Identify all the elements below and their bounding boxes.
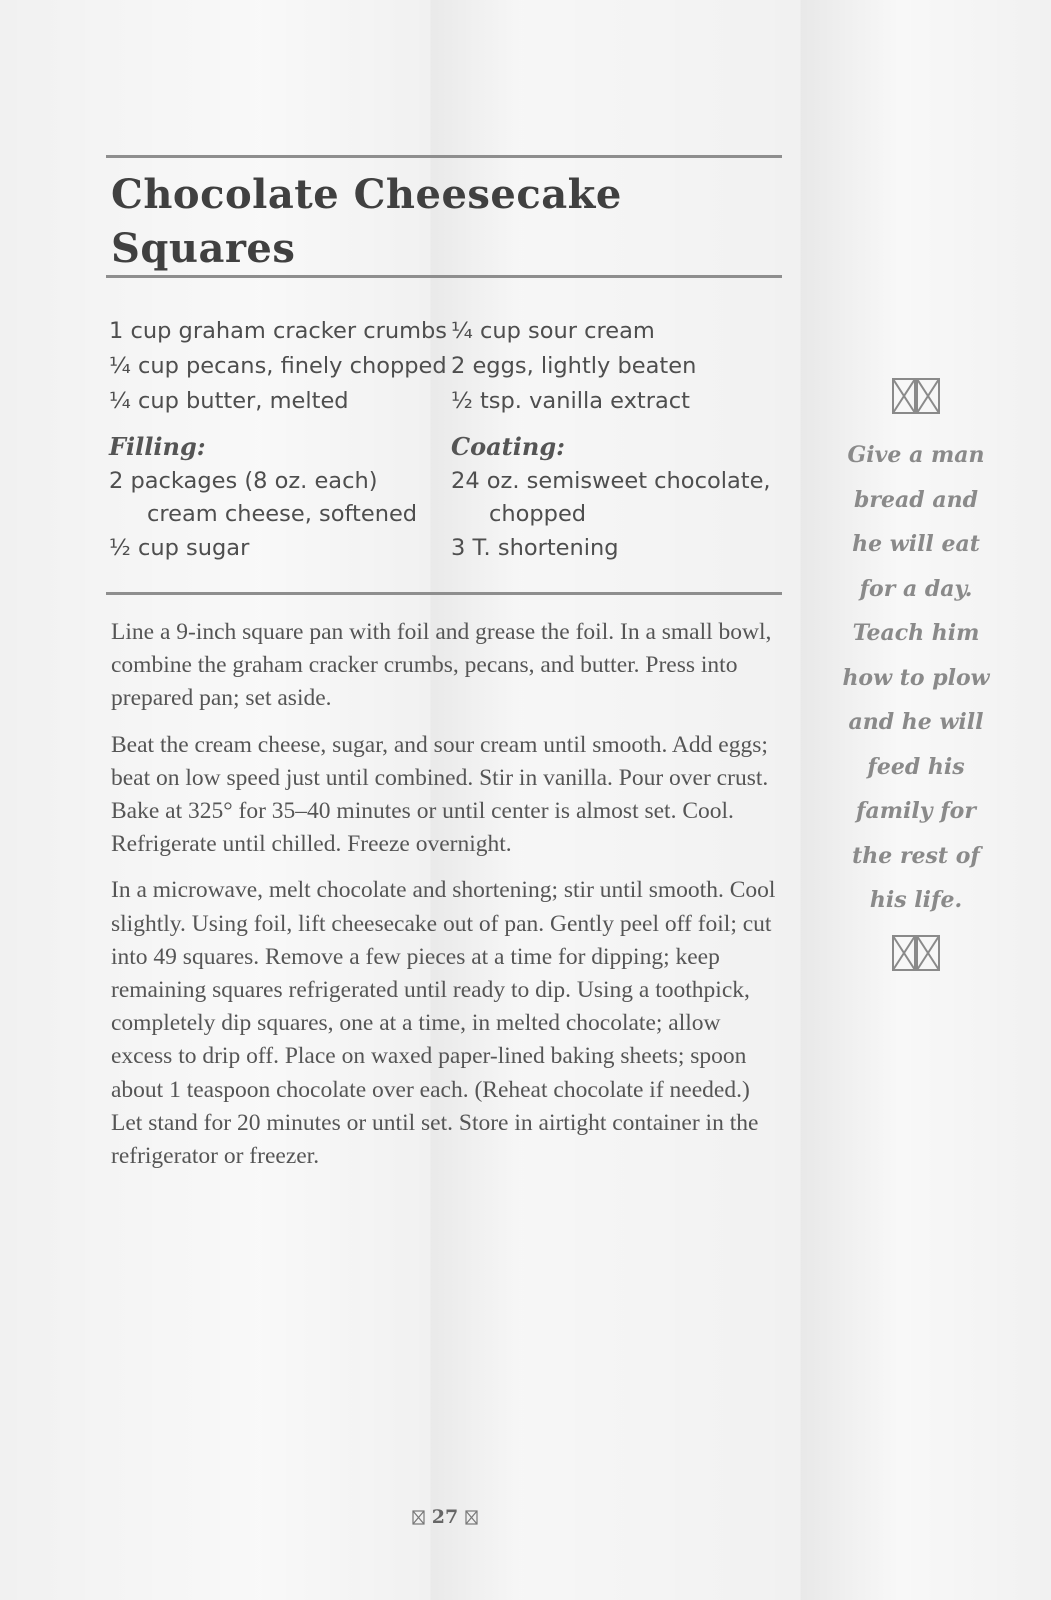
direction-paragraph: Beat the cream cheese, sugar, and sour cream until smooth. Add eggs; beat on low speed just until combined. Stir in vanilla. Pour over crust. Bake at 325° for 35–40 minutes or until center is almost set. Cool. Refrigerate until chilled. Freeze overnight. [111,731,769,858]
ingredient-item: ¼ cup pecans, finely chopped [109,353,447,379]
title-top-rule [106,155,782,158]
ingredient-item: ¼ cup sour cream [451,318,655,344]
page-number [380,1506,510,1528]
filling-heading: Filling: [109,432,206,461]
ingredient-item: 2 eggs, lightly beaten [451,353,697,379]
ingredients-left-column [109,314,448,566]
ingredient-item: 24 oz. semisweet chocolate, chopped [451,468,771,527]
ingredient-item: ½ cup sugar [109,535,250,561]
quote-sidebar [830,378,1002,976]
quote-line: for a day. [859,575,973,602]
direction-paragraph: Line a 9-inch square pan with foil and grease the foil. In a small bowl, combine the graham cracker crumbs, pecans, and butter. Press into prepared pan; set aside. [111,619,772,712]
direction-paragraph: In a microwave, melt chocolate and shortening; stir until smooth. Cool slightly. Using foil, lift cheesecake out of pan. Gently peel off foil; cut into 49 squares. Remove a few pieces at a time for dipping; keep remaining squares refrigerated until ready to dip. Using a toothpick, completely dip squares, one at a time, in melted chocolate; allow excess to drip off. Place on waxed paper-lined baking sheets; spoon about 1 teaspoon chocolate over each. (Reheat chocolate if needed.) Let stand for 20 minutes or until set. Store in airtight container in the refrigerator or freezer. [111,877,776,1170]
quote-line: family for [856,798,976,824]
recipe-title: Chocolate Cheesecake Squares [111,171,622,272]
quote-line: feed his [867,753,965,780]
ingredient-item: 1 cup graham cracker crumbs [109,318,448,344]
ornament-icon [892,378,940,414]
ingredient-item: ½ tsp. vanilla extract [451,388,690,414]
quote-line: bread and [854,486,978,513]
folio-ornament-icon [412,1510,425,1525]
quote-line: his life. [869,887,963,913]
ornament-icon [892,935,940,971]
ingredients-bottom-rule [106,592,782,595]
quote-line: Teach him [852,620,980,646]
quote-line: Give a man [847,442,985,468]
title-bottom-rule [106,275,782,278]
ingredients-right-column [451,314,781,566]
page-number-text: 27 [431,1506,459,1528]
folio-ornament-icon [465,1510,478,1525]
recipe-directions [111,616,781,1186]
quote-line: he will eat [852,531,980,557]
quote-line: and he will [848,709,984,735]
ingredient-item: 3 T. shortening [451,535,619,561]
sidebar-quote [830,433,1002,923]
quote-line: the rest of [852,842,980,869]
ingredient-item: 2 packages (8 oz. each) cream cheese, softened [109,468,418,527]
quote-line: how to plow [842,664,990,691]
ingredient-item: ¼ cup butter, melted [109,388,349,414]
coating-heading: Coating: [451,432,565,461]
